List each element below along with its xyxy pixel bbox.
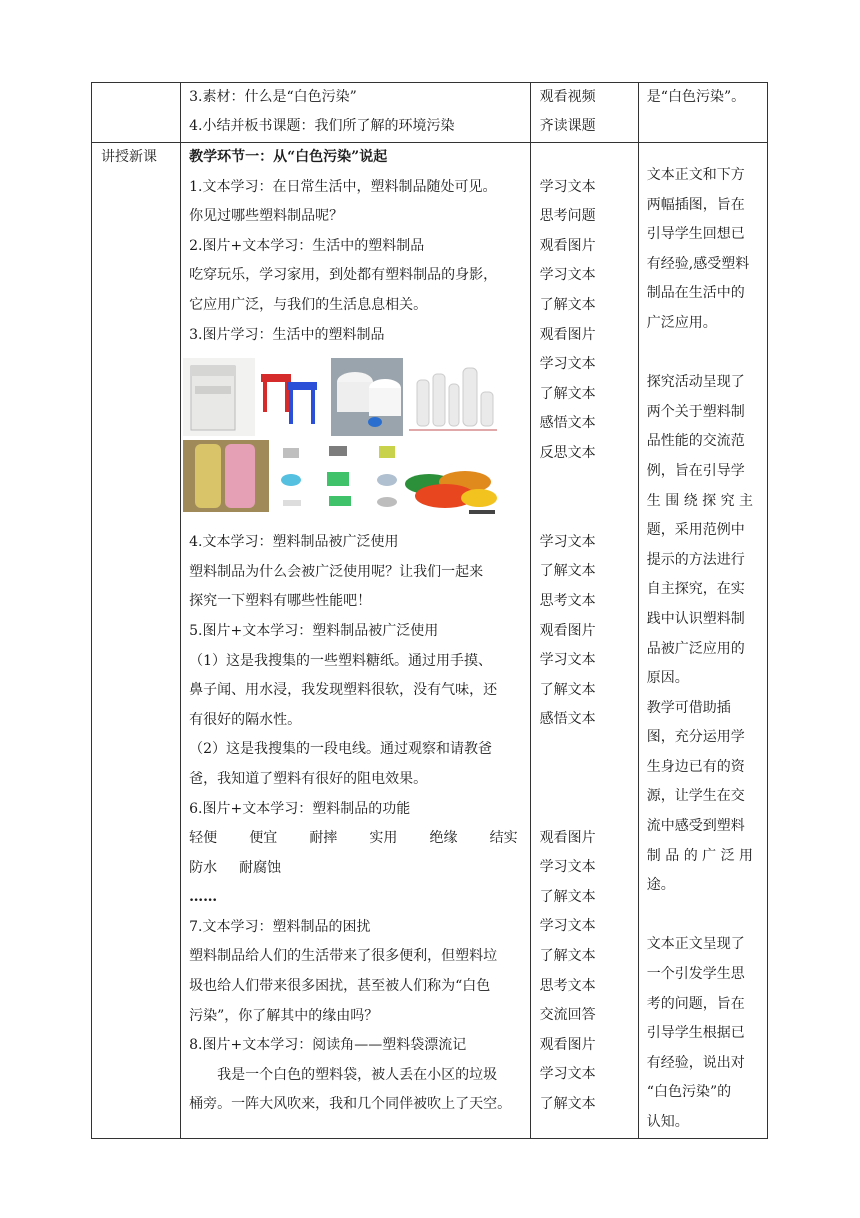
activity-item: 感悟文本: [539, 711, 596, 728]
activity-cell: [530, 143, 638, 1139]
intent-line: 一个引发学生思: [646, 966, 745, 983]
function-item: 防水: [189, 859, 218, 876]
text-line: 吃穿玩乐，学习家用，到处都有塑料制品的身影，: [189, 267, 498, 284]
intent-line: 制品在生活中的: [646, 285, 745, 302]
intent-line: 文本正文呈现了: [646, 936, 745, 953]
text-line: 6.图片+文本学习：塑料制品的功能: [189, 800, 411, 817]
activity-item: 观看图片: [539, 1036, 596, 1053]
intent-line: 有经验,感受塑料: [646, 255, 750, 272]
plastic-bottles-icon: [409, 358, 497, 436]
activity-item: 观看图片: [539, 829, 596, 846]
text-line: 鼻子闻、用水浸，我发现塑料很软，没有气味，还: [189, 682, 498, 699]
intent-line: “白色污染”的: [646, 1084, 732, 1101]
plastic-baskets-icon: [273, 440, 405, 516]
stage-label: 讲授新课: [101, 149, 157, 165]
text-line: 2.图片+文本学习：生活中的塑料制品: [189, 237, 425, 254]
lesson-plan-table: [91, 82, 768, 1139]
activity-item: 学习文本: [539, 918, 596, 935]
intent-line: 引导学生根据已: [646, 1025, 745, 1042]
intent-line: 原因。: [646, 670, 689, 687]
intent-line: 流中感受到塑料: [646, 818, 745, 835]
text-line: 观看视频: [539, 89, 596, 105]
activity-item: 反思文本: [539, 444, 596, 461]
plastic-bowls-icon: [403, 462, 499, 516]
content-cell: [181, 83, 531, 143]
intent-line: 品性能的交流范: [646, 433, 745, 450]
activity-item: 学习文本: [539, 533, 596, 550]
text-line: 齐读课题: [539, 118, 596, 134]
activity-item: 了解文本: [539, 888, 596, 905]
stage-cell: [92, 143, 181, 1139]
intent-line: 广泛应用。: [646, 314, 717, 331]
activity-item: 观看图片: [539, 622, 596, 639]
intent-line: 两个关于塑料制: [646, 403, 745, 420]
functions-list: [181, 854, 530, 884]
photo-collage: [183, 358, 513, 522]
intent-line: 品被广泛应用的: [646, 640, 745, 657]
function-item: 实用: [369, 830, 398, 847]
text-line: 3.素材：什么是“白色污染”: [189, 89, 357, 105]
text-line: 污染”，你了解其中的缘由吗？: [189, 1007, 379, 1024]
function-item: 耐腐蚀: [239, 859, 282, 876]
intent-cell: [638, 83, 767, 143]
activity-item: 了解文本: [539, 1096, 596, 1112]
section-heading: 教学环节一：从“白色污染”说起: [189, 149, 388, 165]
plastic-products-photos: [183, 358, 530, 522]
text-line: 1.文本学习：在日常生活中，塑料制品随处可见。: [189, 178, 497, 195]
activity-item: 交流回答: [539, 1007, 596, 1024]
content-cell: [181, 143, 531, 1139]
activity-item: 感悟文本: [539, 415, 596, 432]
text-line: 你见过哪些塑料制品呢？: [189, 208, 344, 225]
intent-line: 有经验，说出对: [646, 1054, 745, 1071]
functions-list: [181, 824, 530, 854]
activity-item: 学习文本: [539, 1066, 596, 1083]
activity-item: 了解文本: [539, 563, 596, 580]
intent-line: 例，旨在引导学: [646, 462, 745, 479]
text-line: （1）这是我搜集的一些塑料糖纸。通过用手摸、: [189, 652, 493, 669]
plastic-stools-icon: [255, 358, 325, 436]
intent-line: 源，让学生在交: [646, 788, 745, 805]
activity-item: 了解文本: [539, 681, 596, 698]
activity-cell: [530, 83, 638, 143]
lesson-plan-page: [91, 82, 768, 1136]
activity-item: 学习文本: [539, 178, 596, 195]
intent-line: 提示的方法进行: [646, 551, 745, 568]
intent-line: 生 围 绕 探 究 主: [646, 492, 754, 509]
text-line: 有很好的隔水性。: [189, 711, 302, 728]
text-line: 3.图片学习：生活中的塑料制品: [189, 326, 385, 343]
activity-item: 了解文本: [539, 948, 596, 965]
text-line: 它应用广泛，与我们的生活息息相关。: [189, 296, 428, 313]
plastic-cups-icon: [183, 440, 269, 512]
text-line: 4.文本学习：塑料制品被广泛使用: [189, 534, 399, 551]
activity-item: 学习文本: [539, 652, 596, 669]
activity-item: 学习文本: [539, 267, 596, 284]
activity-item: 学习文本: [539, 859, 596, 876]
text-line: 塑料制品给人们的生活带来了很多便利，但塑料垃: [189, 948, 498, 965]
text-line: 8.图片+文本学习：阅读角——塑料袋漂流记: [189, 1037, 467, 1054]
activity-item: 思考文本: [539, 592, 596, 609]
washing-machine-icon: [183, 358, 255, 436]
activity-item: 学习文本: [539, 356, 596, 373]
intent-line: 文本正文和下方: [646, 167, 745, 183]
table-row: [92, 83, 768, 143]
function-item: 便宜: [249, 830, 278, 847]
function-item: 结实: [489, 830, 518, 847]
activity-item: 观看图片: [539, 326, 596, 343]
activity-item: 了解文本: [539, 296, 596, 313]
text-line: 是“白色污染”。: [646, 89, 746, 105]
activity-item: 了解文本: [539, 385, 596, 402]
text-line: 4.小结并板书课题：我们所了解的环境污染: [189, 118, 455, 134]
intent-line: 践中认识塑料制: [646, 610, 745, 627]
intent-line: 教学可借助插: [646, 699, 731, 716]
function-item: 轻便: [189, 830, 218, 847]
intent-line: 题，采用范例中: [646, 522, 745, 539]
intent-line: 自主探究，在实: [646, 581, 745, 598]
activity-item: 观看图片: [539, 237, 596, 254]
intent-cell: [638, 143, 767, 1139]
text-line: 塑料制品为什么会被广泛使用呢？让我们一起来: [189, 563, 484, 580]
text-line: （2）这是我搜集的一段电线。通过观察和请教爸: [189, 741, 493, 758]
activity-item: 思考问题: [539, 208, 596, 225]
stage-cell: [92, 83, 181, 143]
activity-item: 思考文本: [539, 977, 596, 994]
ellipsis: ……: [189, 889, 218, 906]
text-line: 我是一个白色的塑料袋，被人丢在小区的垃圾: [217, 1066, 498, 1083]
intent-line: 生身边已有的资: [646, 758, 745, 775]
plastic-buckets-icon: [331, 358, 403, 436]
text-line: 5.图片+文本学习：塑料制品被广泛使用: [189, 622, 439, 639]
function-item: 绝缘: [429, 830, 458, 847]
intent-line: 两幅插图，旨在: [646, 196, 745, 213]
intent-line: 探究活动呈现了: [646, 374, 745, 391]
text-line: 圾也给人们带来很多困扰，甚至被人们称为“白色: [189, 978, 491, 995]
intent-line: 认知。: [646, 1114, 689, 1130]
table-row: [92, 143, 768, 1139]
text-line: 7.文本学习：塑料制品的困扰: [189, 918, 371, 935]
intent-line: 考的问题，旨在: [646, 995, 745, 1012]
text-line: 探究一下塑料有哪些性能吧！: [189, 593, 372, 610]
intent-line: 制 品 的 广 泛 用: [646, 847, 754, 864]
text-line: 桶旁。一阵大风吹来，我和几个同伴被吹上了天空。: [189, 1096, 512, 1113]
intent-line: 图，充分运用学: [646, 729, 745, 746]
intent-line: 引导学生回想已: [646, 226, 745, 243]
text-line: 爸，我知道了塑料有很好的阻电效果。: [189, 770, 428, 787]
function-item: 耐摔: [309, 830, 338, 847]
intent-line: 途。: [646, 877, 675, 894]
